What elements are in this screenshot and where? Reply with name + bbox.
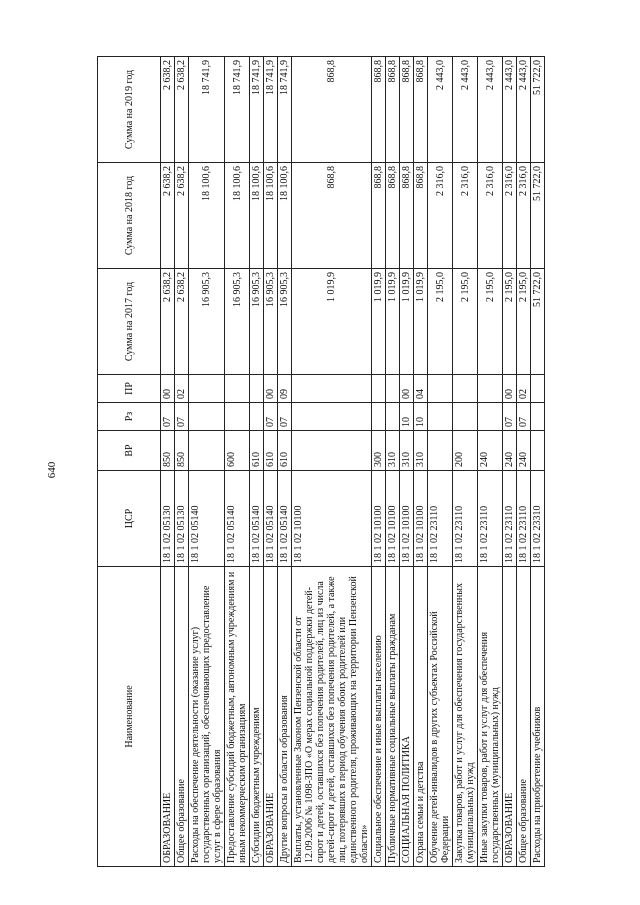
cell-sum-2019: 868,8 [386, 57, 400, 163]
header-sum-2017: Сумма на 2017 год [98, 269, 161, 375]
table-row [189, 57, 225, 867]
cell-csr: 18 1 02 05130 [161, 471, 175, 567]
cell-name: Другие вопросы в области образования [278, 567, 292, 867]
cell-pr: 00 [503, 375, 517, 403]
cell-sum-2019: 868,8 [372, 57, 386, 163]
cell-rz: 10 [414, 403, 428, 431]
cell-rz [453, 403, 478, 431]
cell-sum-2019: 868,8 [400, 57, 414, 163]
cell-sum-2019: 2 638,2 [175, 57, 189, 163]
cell-name: Обучение детей-инвалидов в других субъектах Российской Федерации [428, 567, 453, 867]
cell-name: СОЦИАЛЬНАЯ ПОЛИТИКА [400, 567, 414, 867]
cell-vr: 850 [175, 431, 189, 471]
page-number: 640 [46, 461, 58, 479]
cell-sum-2018: 2 638,2 [161, 163, 175, 269]
cell-sum-2019: 18 741,9 [189, 57, 225, 163]
cell-rz: 07 [161, 403, 175, 431]
cell-sum-2018: 868,8 [414, 163, 428, 269]
cell-sum-2017: 2 195,0 [453, 269, 478, 375]
cell-csr: 18 1 02 05140 [250, 471, 264, 567]
header-csr: ЦСР [98, 471, 161, 567]
table-row [372, 57, 386, 867]
cell-sum-2019: 2 443,0 [453, 57, 478, 163]
cell-pr [531, 375, 545, 403]
cell-csr: 18 1 02 05130 [175, 471, 189, 567]
cell-sum-2018: 868,8 [386, 163, 400, 269]
cell-rz: 07 [264, 403, 278, 431]
cell-sum-2019: 2 443,0 [503, 57, 517, 163]
cell-csr: 18 1 02 10100 [400, 471, 414, 567]
cell-vr [189, 431, 225, 471]
cell-name: Общее образование [517, 567, 531, 867]
cell-sum-2017: 16 905,3 [225, 269, 250, 375]
cell-rz [250, 403, 264, 431]
cell-csr: 18 1 02 05140 [278, 471, 292, 567]
header-pr: ПР [98, 375, 161, 403]
cell-sum-2019: 868,8 [414, 57, 428, 163]
cell-sum-2018: 2 638,2 [175, 163, 189, 269]
cell-rz [292, 403, 372, 431]
cell-vr [428, 431, 453, 471]
cell-sum-2018: 868,8 [400, 163, 414, 269]
cell-sum-2018: 51 722,0 [531, 163, 545, 269]
cell-rz [386, 403, 400, 431]
cell-sum-2019: 2 443,0 [517, 57, 531, 163]
cell-rz: 07 [278, 403, 292, 431]
cell-sum-2018: 2 316,0 [428, 163, 453, 269]
cell-sum-2017: 51 722,0 [531, 269, 545, 375]
cell-sum-2018: 868,8 [292, 163, 372, 269]
cell-sum-2017: 16 905,3 [264, 269, 278, 375]
table-row [386, 57, 400, 867]
table-row [503, 57, 517, 867]
table-row [428, 57, 453, 867]
header-vr: ВР [98, 431, 161, 471]
cell-pr [292, 375, 372, 403]
cell-sum-2018: 18 100,6 [264, 163, 278, 269]
cell-sum-2017: 2 195,0 [478, 269, 503, 375]
cell-sum-2017: 1 019,9 [400, 269, 414, 375]
cell-name: Публичные нормативные социальные выплаты гражданам [386, 567, 400, 867]
cell-vr: 310 [414, 431, 428, 471]
cell-name: Социальное обеспечение и иные выплаты населению [372, 567, 386, 867]
budget-table [97, 56, 545, 867]
cell-vr: 200 [453, 431, 478, 471]
cell-sum-2018: 2 316,0 [503, 163, 517, 269]
cell-name: Расходы на приобретение учебников [531, 567, 545, 867]
cell-vr: 310 [386, 431, 400, 471]
cell-vr: 310 [400, 431, 414, 471]
table-row [250, 57, 264, 867]
cell-vr [531, 431, 545, 471]
cell-csr: 18 1 02 23110 [428, 471, 453, 567]
cell-csr: 18 1 02 05140 [264, 471, 278, 567]
cell-pr: 04 [414, 375, 428, 403]
cell-csr: 18 1 02 05140 [225, 471, 250, 567]
cell-rz [225, 403, 250, 431]
cell-rz [478, 403, 503, 431]
cell-sum-2017: 16 905,3 [278, 269, 292, 375]
cell-csr: 18 1 02 10100 [372, 471, 386, 567]
cell-sum-2018: 18 100,6 [250, 163, 264, 269]
cell-vr: 600 [225, 431, 250, 471]
cell-name: Выплаты, установленные Законом Пензенской области от 12.09.2006 № 1098-ЗПО «О мерах социальной поддержки детей-сирот и детей, оставшихся без попечения родителей, лиц из числа детей-сирот и детей, оставшихся без попечения родителей, а также лиц, потерявших в период обучения обоих родителей или единственного родителя, проживающих на территории Пензенской области» [292, 567, 372, 867]
header-sum-2018: Сумма на 2018 год [98, 163, 161, 269]
cell-name: Предоставление субсидий бюджетным, автономным учреждениям и иным некоммерческим организациям [225, 567, 250, 867]
cell-pr: 00 [264, 375, 278, 403]
cell-sum-2018: 868,8 [372, 163, 386, 269]
cell-vr: 610 [250, 431, 264, 471]
cell-sum-2019: 868,8 [292, 57, 372, 163]
cell-vr: 850 [161, 431, 175, 471]
cell-pr: 09 [278, 375, 292, 403]
cell-sum-2017: 2 195,0 [503, 269, 517, 375]
cell-sum-2019: 18 741,9 [264, 57, 278, 163]
cell-sum-2019: 2 638,2 [161, 57, 175, 163]
cell-name: ОБРАЗОВАНИЕ [264, 567, 278, 867]
cell-vr: 300 [372, 431, 386, 471]
cell-pr: 00 [400, 375, 414, 403]
cell-rz [531, 403, 545, 431]
cell-sum-2018: 18 100,6 [225, 163, 250, 269]
cell-name: Закупка товаров, работ и услуг для обеспечения государственных (муниципальных) нужд [453, 567, 478, 867]
cell-csr: 18 1 02 05140 [189, 471, 225, 567]
table-row [453, 57, 478, 867]
cell-name: Расходы на обеспечение деятельности (оказание услуг) государственных организаций, обеспечивающих предоставление услуг в сфере образования [189, 567, 225, 867]
cell-sum-2019: 18 741,9 [278, 57, 292, 163]
cell-sum-2019: 2 443,0 [478, 57, 503, 163]
cell-name: ОБРАЗОВАНИЕ [503, 567, 517, 867]
cell-rz [189, 403, 225, 431]
cell-pr [453, 375, 478, 403]
cell-pr: 00 [161, 375, 175, 403]
table-row [400, 57, 414, 867]
cell-pr [372, 375, 386, 403]
cell-name: Иные закупки товаров, работ и услуг для обеспечения государственных (муниципальных) нужд [478, 567, 503, 867]
cell-pr [478, 375, 503, 403]
cell-sum-2019: 2 443,0 [428, 57, 453, 163]
cell-csr: 18 1 02 10100 [414, 471, 428, 567]
cell-sum-2017: 2 195,0 [517, 269, 531, 375]
cell-name: Субсидии бюджетным учреждениям [250, 567, 264, 867]
cell-sum-2017: 2 195,0 [428, 269, 453, 375]
cell-name: Общее образование [175, 567, 189, 867]
cell-sum-2019: 18 741,9 [225, 57, 250, 163]
cell-vr: 240 [478, 431, 503, 471]
cell-sum-2017: 1 019,9 [414, 269, 428, 375]
cell-sum-2017: 16 905,3 [189, 269, 225, 375]
cell-sum-2018: 18 100,6 [278, 163, 292, 269]
cell-sum-2019: 18 741,9 [250, 57, 264, 163]
cell-pr [225, 375, 250, 403]
cell-csr: 18 1 02 23110 [478, 471, 503, 567]
cell-sum-2017: 2 638,2 [161, 269, 175, 375]
table-row [478, 57, 503, 867]
cell-vr [292, 431, 372, 471]
header-sum-2019: Сумма на 2019 год [98, 57, 161, 163]
cell-vr: 240 [503, 431, 517, 471]
cell-vr: 240 [517, 431, 531, 471]
cell-sum-2018: 2 316,0 [478, 163, 503, 269]
cell-name: Охрана семьи и детства [414, 567, 428, 867]
cell-sum-2017: 2 638,2 [175, 269, 189, 375]
cell-pr [189, 375, 225, 403]
cell-rz: 07 [517, 403, 531, 431]
cell-csr: 18 1 02 10100 [386, 471, 400, 567]
cell-vr: 610 [278, 431, 292, 471]
table-body [161, 57, 545, 867]
cell-sum-2019: 51 722,0 [531, 57, 545, 163]
table-row [278, 57, 292, 867]
cell-csr: 18 1 02 23110 [453, 471, 478, 567]
table-row [414, 57, 428, 867]
table-row [175, 57, 189, 867]
cell-pr [250, 375, 264, 403]
cell-csr: 18 1 02 23110 [517, 471, 531, 567]
rotated-table-container [97, 57, 545, 867]
table-row [264, 57, 278, 867]
cell-rz: 10 [400, 403, 414, 431]
cell-sum-2018: 2 316,0 [453, 163, 478, 269]
header-name: Наименование [98, 567, 161, 867]
table-row [225, 57, 250, 867]
table-header-row [98, 57, 161, 867]
cell-rz [428, 403, 453, 431]
table-row [161, 57, 175, 867]
cell-pr [386, 375, 400, 403]
cell-sum-2017: 1 019,9 [292, 269, 372, 375]
cell-pr: 02 [517, 375, 531, 403]
cell-rz: 07 [175, 403, 189, 431]
cell-vr: 610 [264, 431, 278, 471]
header-rz: Рз [98, 403, 161, 431]
cell-name: ОБРАЗОВАНИЕ [161, 567, 175, 867]
cell-rz [372, 403, 386, 431]
cell-csr: 18 1 02 23310 [531, 471, 545, 567]
cell-pr [428, 375, 453, 403]
cell-sum-2017: 16 905,3 [250, 269, 264, 375]
cell-sum-2018: 18 100,6 [189, 163, 225, 269]
cell-csr: 18 1 02 23110 [503, 471, 517, 567]
cell-csr: 18 1 02 10100 [292, 471, 372, 567]
cell-sum-2017: 1 019,9 [386, 269, 400, 375]
table-row [292, 57, 372, 867]
cell-sum-2017: 1 019,9 [372, 269, 386, 375]
table-row [517, 57, 531, 867]
cell-sum-2018: 2 316,0 [517, 163, 531, 269]
cell-pr: 02 [175, 375, 189, 403]
table-row [531, 57, 545, 867]
cell-rz: 07 [503, 403, 517, 431]
